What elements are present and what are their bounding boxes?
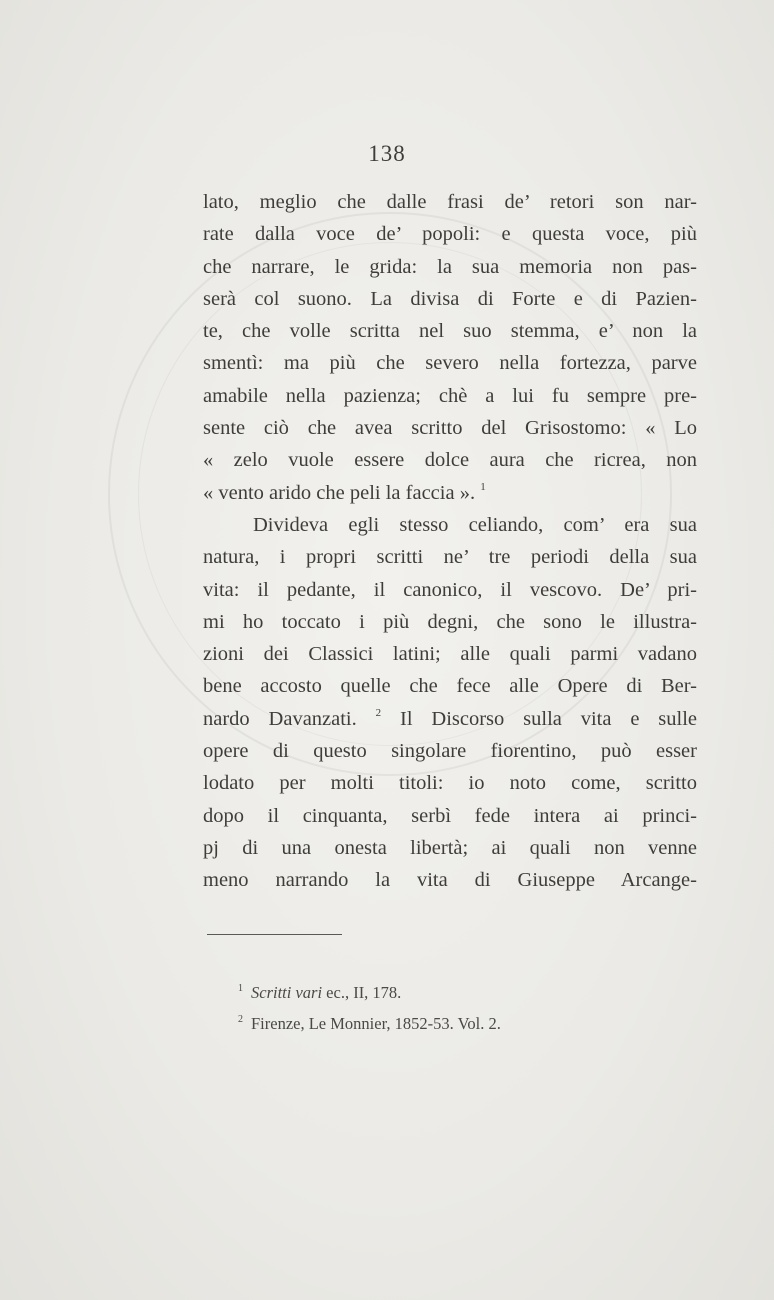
text-line: Divideva egli stesso celiando, com’ era sua	[253, 513, 697, 536]
text-line: smentì: ma più che severo nella fortezza, parve	[203, 352, 697, 375]
text-line: « vento arido che peli la faccia ».	[203, 481, 476, 504]
footnote-divider	[207, 934, 342, 935]
footnote-mark: 1	[238, 983, 243, 994]
text-line: lato, meglio che dalle frasi de’ retori son nar-	[203, 191, 697, 213]
body-text	[203, 186, 697, 897]
page-number: 138	[368, 141, 406, 166]
text-line-with-ref	[203, 477, 697, 509]
text-line: opere di questo singolare fiorentino, può esser	[203, 740, 697, 763]
text-line: rate dalla voce de’ popoli: e questa voce, più	[203, 223, 697, 246]
text-line: bene accosto quelle che fece alle Opere di Ber-	[203, 675, 697, 698]
footnote-ref: 2	[375, 706, 382, 719]
text-line: lodato per molti titoli: io noto come, scritto	[203, 772, 697, 795]
text-line: serà col suono. La divisa di Forte e di Pazien-	[203, 287, 697, 310]
footnote-mark: 2	[238, 1014, 243, 1025]
text-line: natura, i propri scritti ne’ tre periodi della sua	[203, 546, 697, 569]
footnote-title: Scritti vari	[251, 983, 323, 1002]
footnote-text: Firenze, Le Monnier, 1852-53. Vol. 2.	[251, 1014, 501, 1033]
text-line: zioni dei Classici latini; alle quali parmi vadano	[203, 643, 697, 666]
text-line: dopo il cinquanta, serbì fede intera ai princi-	[203, 804, 697, 827]
text-line: pj di una onesta libertà; ai quali non venne	[203, 836, 697, 859]
text-line: sente ciò che avea scritto del Grisostomo: « Lo	[203, 417, 697, 440]
footnote-text: ec., II, 178.	[322, 983, 402, 1002]
footnote-ref: 1	[480, 480, 486, 493]
text-line: te, che volle scritta nel suo stemma, e’ non la	[203, 320, 697, 343]
footnote-2	[238, 1006, 658, 1037]
text-line: meno narrando la vita di Giuseppe Arcange-	[203, 869, 697, 892]
text-line-part: nardo Davanzati.	[203, 707, 357, 730]
text-line: « zelo vuole essere dolce aura che ricrea, non	[203, 449, 697, 472]
text-line: mi ho toccato i più degni, che sono le illustra-	[203, 610, 697, 633]
text-line-part: Il Discorso sulla vita e sulle	[400, 707, 698, 730]
footnotes	[238, 975, 658, 1037]
text-line-with-ref	[203, 703, 697, 735]
text-line: amabile nella pazienza; chè a lui fu sempre pre-	[203, 384, 697, 407]
text-line: che narrare, le grida: la sua memoria non pas-	[203, 255, 697, 278]
text-line: vita: il pedante, il canonico, il vescovo. De’ pri-	[203, 578, 697, 601]
footnote-1	[238, 975, 658, 1006]
